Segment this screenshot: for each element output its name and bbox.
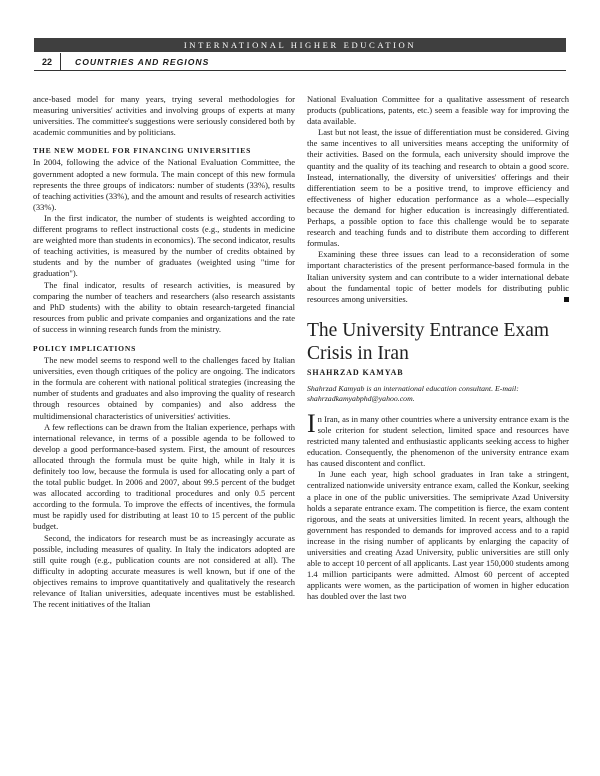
publication-banner [34, 38, 566, 52]
author-byline: SHAHRZAD KAMYAB [307, 367, 404, 377]
author-bio: Shahrzad Kamyab is an international education consultant. E-mail: shahrzadkamyabphd@yahoo.com. [307, 383, 519, 403]
drop-cap: I [307, 408, 316, 438]
paragraph-continued: National Evaluation Committee for a qualitative assessment of research products (publications, patents, etc.) seem a feasible way for improving the data available. [307, 94, 569, 127]
paragraph-policy-3: Second, the indicators for research must be as increasingly accurate as possible, including measures of quality. In Italy the indicators adopted are still quite rough (e.g., publication counts are not considered at all). The difficulty in adopting accurate measures is well known, but if one of the objectives remains to improve quantitatively and qualitatively the research relevance of Italian universities, adequate incentives must be established. The recent initiatives of the Italian [33, 532, 295, 610]
paragraph-examining [307, 249, 569, 304]
paragraph-iran-1-text: n Iran, as in many other countries where a university entrance exam is the sole criterion for student selection, limited space and resources have restricted many talented and enthusiastic applicants seeking access to higher education. Consequently, the phenomenon of the university entrance exam has caused discontent and conflict. [307, 413, 569, 469]
left-column [33, 94, 295, 610]
right-column [307, 94, 569, 602]
page-number: 22 [34, 53, 61, 70]
section-title: COUNTRIES AND REGIONS [75, 56, 210, 67]
publication-title: INTERNATIONAL HIGHER EDUCATION [183, 40, 417, 50]
paragraph-policy-2: A few reflections can be drawn from the Italian experience, perhaps with international relevance, in terms of a possible agenda to be followed to develop a good performance-based system. First, the amount of resources allocated through the formula must be quite high, while in Italy it is definitely too low, because the formula is used for allocating only a part of the total public budget. In 2006 and 2007, about 99.5 percent of the budget was allocated according to traditional procedures and only 0.5 percent according to the formula. To improve the effects of incentives, the formula must be rapidly used for distributing at least 10 to 15 percent of the public budget. [33, 421, 295, 532]
paragraph-iran-1 [307, 408, 569, 469]
paragraph-differentiation: Last but not least, the issue of differentiation must be considered. Giving the same incentives to all universities means accepting the uniformity of their activities. Based on the formula, each university should improve the quantity and the quality of its teaching and research to obtain a good score. Instead, internationally, the diversity of universities' offerings and their differentiation seem to be a positive trend, to improve efficiency and effectiveness of higher education performance as a whole—especially because the demand for higher education is increasingly differentiated. Perhaps, a possible option to face this challenge would be to separate research and teaching funds and to distribute them according to different formulas. [307, 127, 569, 249]
paragraph-examining-text: Examining these three issues can lead to a reconsideration of some important characteristics of the present performance-based formula in the Italian university system and can contribute to a wider international debate about the fundamental topic of better models for distributing public resources among universities. [307, 249, 569, 304]
paragraph-intro: ance-based model for many years, trying several methodologies for measuring universities' activities and involving groups of experts at many universities. The committee's suggestions were seriously considered both by academic communities and by politicians. [33, 94, 295, 138]
heading-financing: THE NEW MODEL FOR FINANCING UNIVERSITIES [33, 146, 252, 156]
page-header [34, 53, 566, 71]
paragraph-financing-3: The final indicator, results of research activities, is measured by comparing the number of teachers and researchers (also research assistants and PhD students) with the ability to obtain research-targeted financial resources from public and private companies and organizations and the rate of success in winning research funds from the ministry. [33, 279, 295, 334]
paragraph-policy-1: The new model seems to respond well to the challenges faced by Italian universities, even though critiques of the policy are ongoing. The indicators in the formula are coherent with national political strategies (increasing the number of students and graduates and also improving the quality of research through resources obtained by companies) and also address the multidimensional characteristics of universities' activities. [33, 355, 295, 421]
paragraph-iran-2: In June each year, high school graduates in Iran take a stringent, centralized nationwide university entrance exam, called the Konkur, seeking a place in one of the public universities. The semiprivate Azad University holds a separate entrance exam. The competition is fierce, the exam content rigorous, and the seats at universities limited. In recent years, although the government has responded to demands for improved access and to a rapid increase in the rising number of applicants by enlarging the capacity of universities and creating Azad University, public universities are still only able to accept 10 percent of all applicants. Last year 150,000 students among 1.4 million participants were admitted. Almost 60 percent of accepted applicants were women, as the participation of women in higher education has doubled over the last two [307, 469, 569, 602]
paragraph-financing-2: In the first indicator, the number of students is weighted according to different programs to reflect instructional costs (e.g., students in medicine are weighted more than students in economics). The second indicator, results of teaching activities, is measured by the number of credits obtained by students and by the number of graduates (weighted using "time for graduation"). [33, 212, 295, 279]
paragraph-financing-1: In 2004, following the advice of the National Evaluation Committee, the government adopted a new formula. The main concept of this new formula represents the three groups of indicators: number of students (33%), results of teaching activities (33%), and the amount and results of research activities (33%). [33, 157, 295, 212]
end-of-article-mark [564, 297, 569, 302]
heading-policy: POLICY IMPLICATIONS [33, 343, 137, 353]
article-title: The University Entrance Exam Crisis in Iran [307, 319, 550, 364]
